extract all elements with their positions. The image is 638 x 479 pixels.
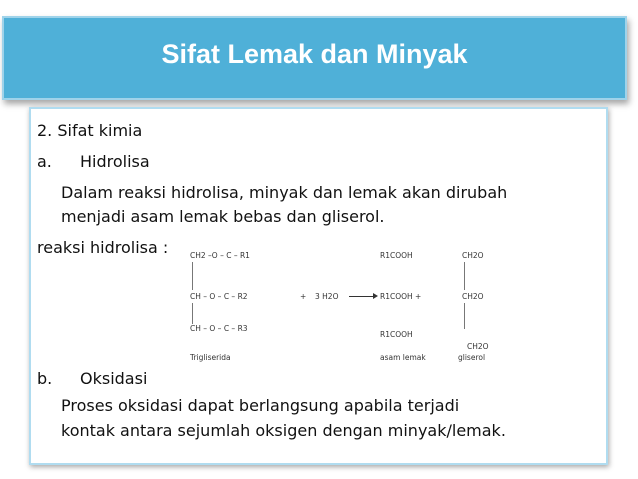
glycerol-bot: CH2O	[467, 342, 489, 351]
label-triglyceride: Trigliserida	[190, 353, 231, 362]
triglyceride-r2: CH – O – C – R2	[190, 292, 248, 301]
label-glycerol: gliserol	[458, 353, 486, 362]
item-b-heading: Oksidasi	[80, 369, 148, 388]
item-b-line1: Proses oksidasi dapat berlangsung apabila terjadi	[61, 396, 460, 415]
slide-title: Sifat Lemak dan Minyak	[161, 39, 468, 69]
item-a-letter: a.	[37, 152, 52, 171]
item-a-line2: menjadi asam lemak bebas dan gliserol.	[61, 207, 385, 226]
glycerol-line-2	[464, 303, 465, 329]
section-heading: 2. Sifat kimia	[37, 121, 143, 140]
glycerol-mid: CH2O	[462, 292, 484, 301]
triglyceride-r1: CH2 –O – C – R1	[190, 251, 250, 260]
glycerol-line-1	[464, 262, 465, 290]
triglyceride-r3: CH – O – C – R3	[190, 324, 248, 333]
reaction-label: reaksi hidrolisa :	[37, 238, 169, 257]
fatty-acid-mid: R1COOH +	[380, 292, 422, 301]
title-bar	[2, 16, 627, 100]
item-b-line2: kontak antara sejumlah oksigen dengan minyak/lemak.	[61, 421, 506, 440]
fatty-acid-top: R1COOH	[380, 251, 413, 260]
bond-line-2	[192, 303, 193, 324]
plus-sign: +	[300, 292, 307, 301]
item-a-heading: Hidrolisa	[80, 152, 150, 171]
item-a-line1: Dalam reaksi hidrolisa, minyak dan lemak akan dirubah	[61, 183, 508, 202]
hydrolysis-reaction-diagram	[180, 245, 510, 367]
reaction-arrow	[349, 296, 374, 297]
label-fatty-acid: asam lemak	[380, 353, 426, 362]
bond-line-1	[192, 262, 193, 290]
glycerol-top: CH2O	[462, 251, 484, 260]
fatty-acid-bot: R1COOH	[380, 330, 413, 339]
water-reactant: 3 H2O	[315, 292, 339, 301]
item-b-letter: b.	[37, 369, 53, 388]
